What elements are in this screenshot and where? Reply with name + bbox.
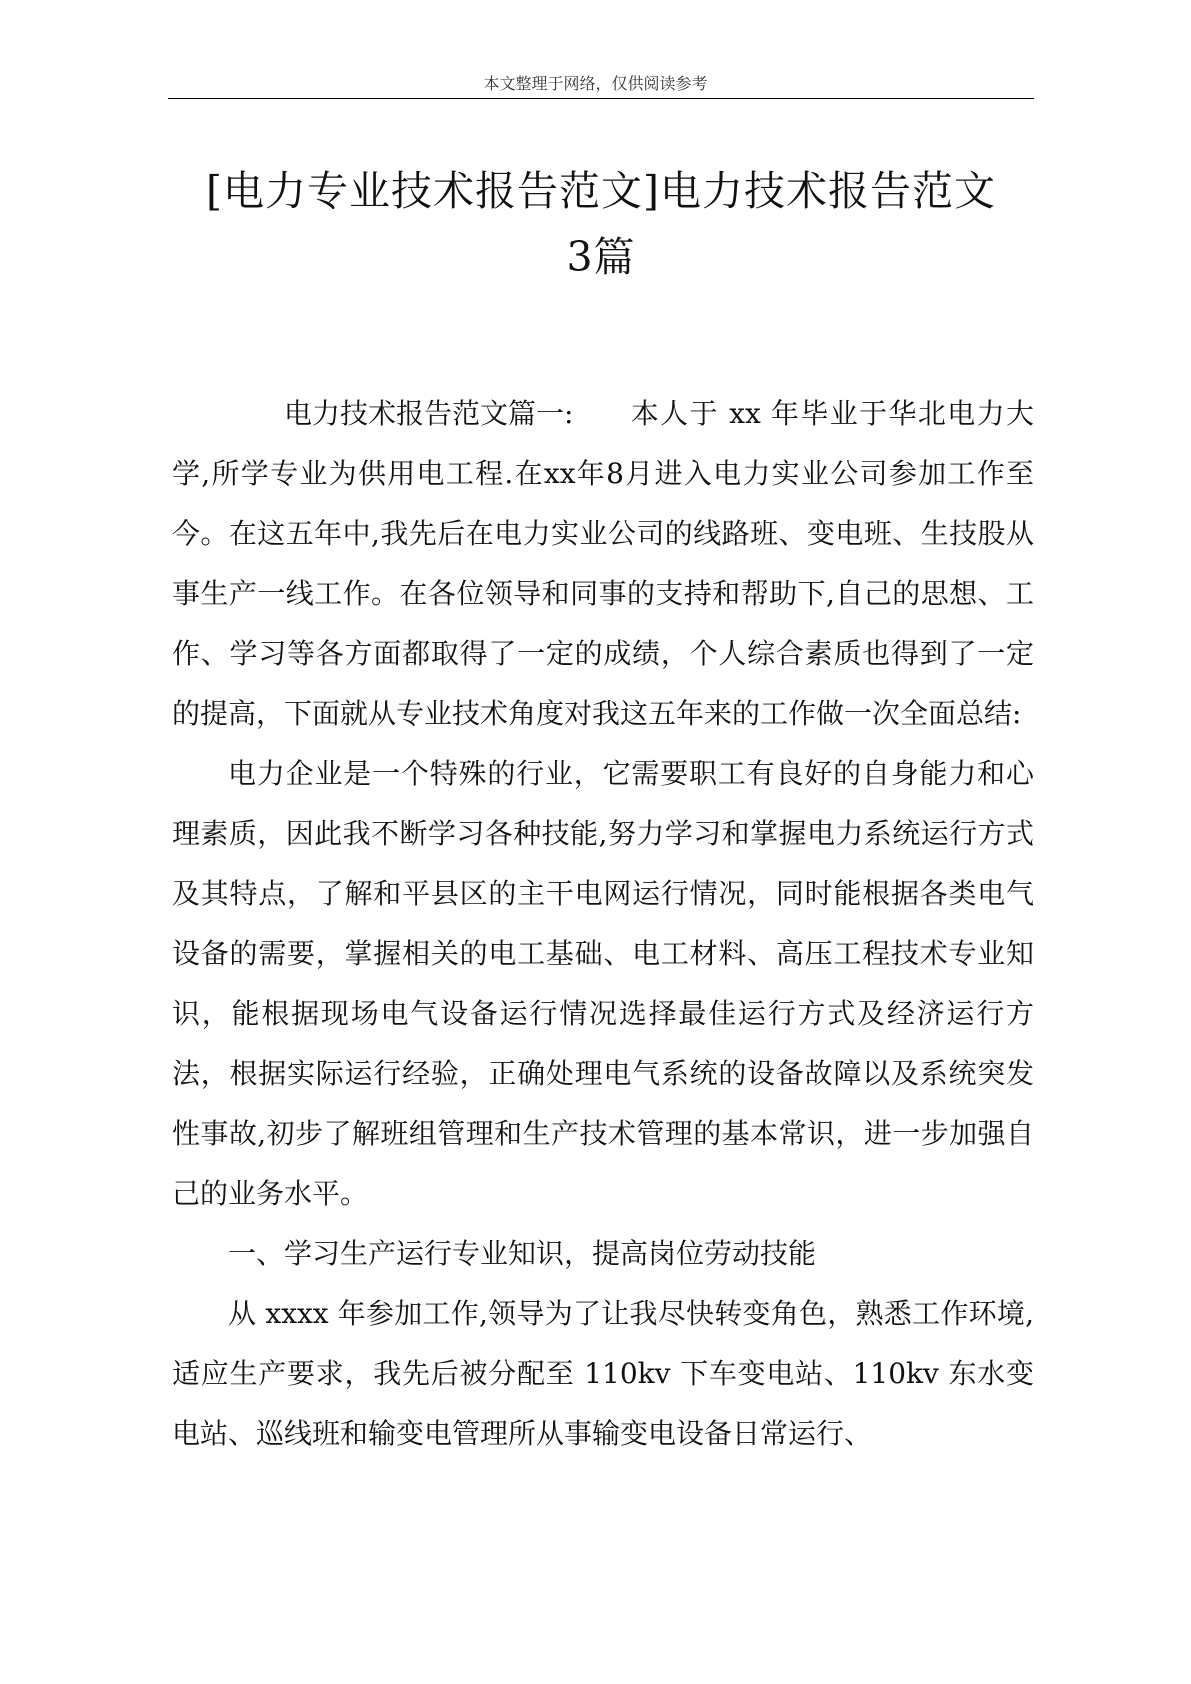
section-label: 电力技术报告范文篇一: [284, 397, 574, 430]
title-line-1: [电力专业技术报告范文]电力技术报告范文 [206, 167, 996, 215]
document-body [172, 384, 1034, 1464]
paragraph-3: 从 xxxx 年参加工作,领导为了让我尽快转变角色，熟悉工作环境,适应生产要求，我先后被分配至 110kv 下车变电站、110kv 东水变电站、巡线班和输变电管理所从事输变电设备日常运行、 [172, 1297, 1034, 1450]
paragraph-2: 电力企业是一个特殊的行业，它需要职工有良好的自身能力和心理素质，因此我不断学习各种技能,努力学习和掌握电力系统运行方式及其特点，了解和平县区的主干电网运行情况，同时能根据各类电气设备的需要，掌握相关的电工基础、电工材料、高压工程技术专业知识，能根据现场电气设备运行情况选择最佳运行方式及经济运行方法，根据实际运行经验，正确处理电气系统的设备故障以及系统突发性事故,初步了解班组管理和生产技术管理的基本常识，进一步加强自己的业务水平。 [172, 757, 1034, 1210]
paragraph-1 [172, 384, 1034, 744]
document-title [168, 158, 1034, 290]
title-line-2: 3篇 [566, 233, 636, 281]
paragraph-1-text: 本人于 xx 年毕业于华北电力大学,所学专业为供用电工程.在xx年8月进入电力实业公司参加工作至今。在这五年中,我先后在电力实业公司的线路班、变电班、生技股从事生产一线工作。在各位领导和同事的支持和帮助下,自己的思想、工作、学习等各方面都取得了一定的成绩，个人综合素质也得到了一定的提高，下面就从专业技术角度对我这五年来的工作做一次全面总结: [172, 397, 1034, 730]
page-header-note: 本文整理于网络，仅供阅读参考 [483, 74, 708, 93]
section-heading-1: 一、学习生产运行专业知识，提高岗位劳动技能 [228, 1237, 817, 1270]
header-divider [168, 98, 1034, 99]
